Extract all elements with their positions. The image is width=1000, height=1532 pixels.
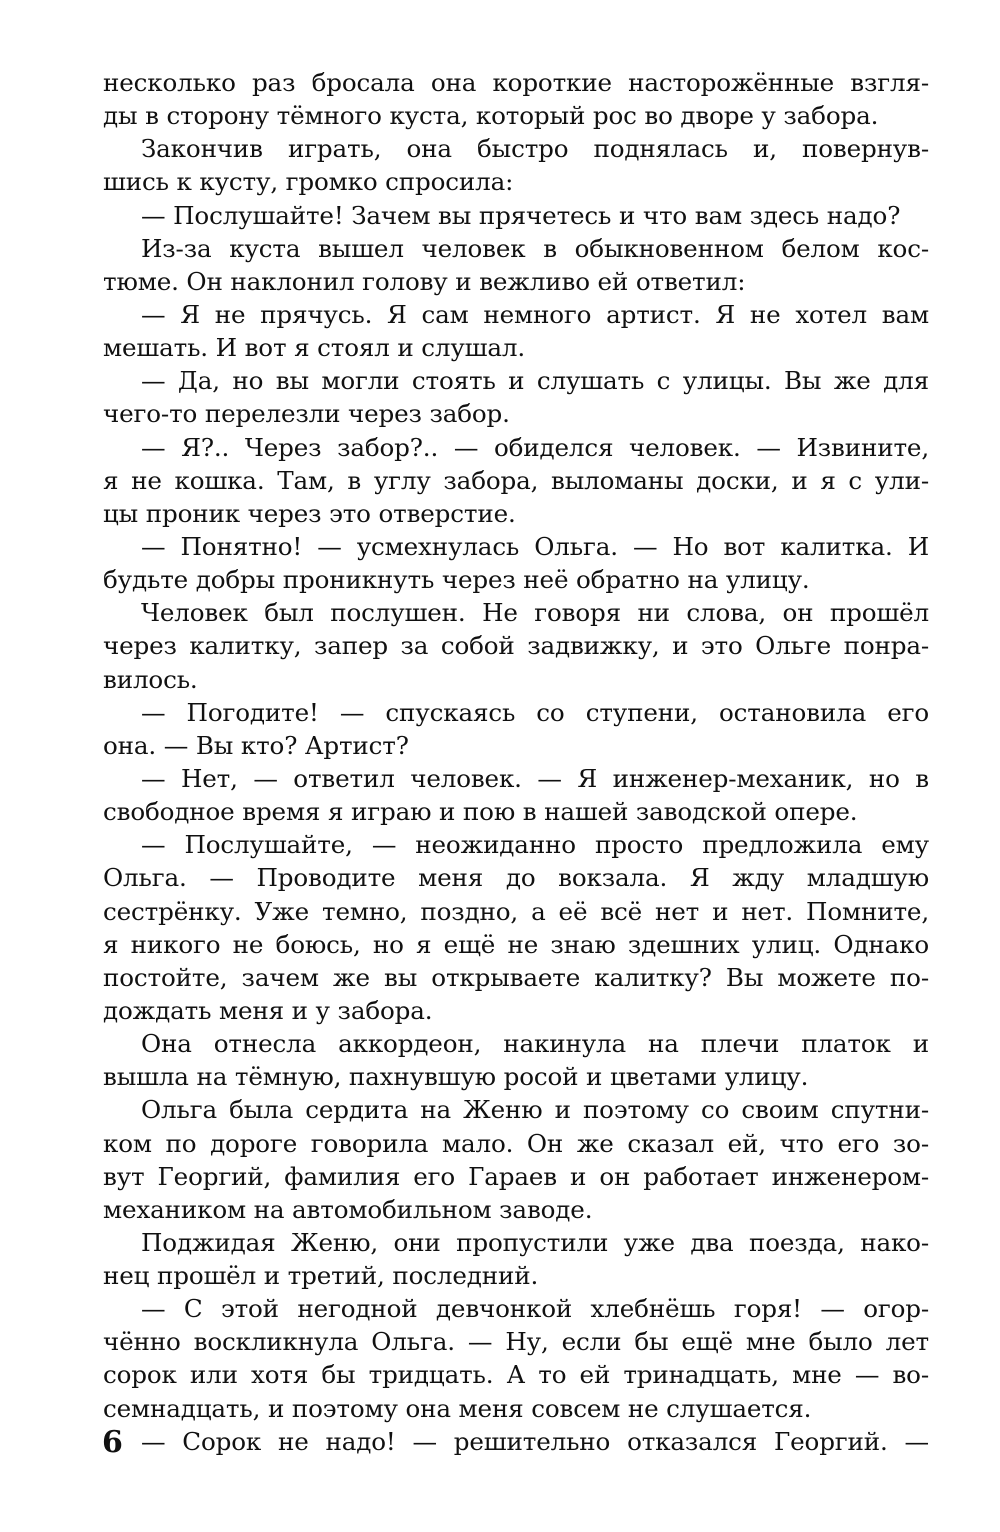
text-line: — Нет, — ответил человек. — Я инженер-механик, но в (141, 763, 929, 793)
text-line: дождать меня и у забора. (103, 995, 433, 1025)
text-line: нец прошёл и третий, последний. (103, 1261, 539, 1291)
text-line: — Я не прячусь. Я сам немного артист. Я не хотел вам (141, 299, 929, 329)
text-line: вут Георгий, фамилия его Гараев и он работает инженером- (103, 1161, 929, 1191)
text-line: ды в сторону тёмного куста, который рос во дворе у забора. (103, 101, 879, 131)
text-line: Закончив играть, она быстро поднялась и, повернув- (141, 134, 929, 164)
text-line: чённо воскликнула Ольга. — Ну, если бы ещё мне было лет (103, 1327, 929, 1357)
text-line: — Понятно! — усмехнулась Ольга. — Но вот калитка. И (141, 531, 929, 561)
text-line: через калитку, запер за собой задвижку, и это Ольге понра- (103, 631, 929, 661)
text-line: — Я?.. Через забор?.. — обиделся человек. — Извините, (141, 432, 929, 462)
text-line: вилось. (103, 664, 198, 694)
text-line: тюме. Он наклонил голову и вежливо ей ответил: (103, 266, 746, 296)
text-line: будьте добры проникнуть через неё обратно на улицу. (103, 565, 810, 595)
text-line: она. — Вы кто? Артист? (103, 730, 409, 760)
text-line: сорок или хотя бы тридцать. А то ей тринадцать, мне — во- (103, 1360, 929, 1390)
text-line: — Сорок не надо! — решительно отказался Георгий. — (141, 1426, 929, 1456)
text-line: — Да, но вы могли стоять и слушать с улицы. Вы же для (141, 366, 929, 396)
text-line: я никого не боюсь, но я ещё не знаю здешних улиц. Однако (103, 929, 929, 959)
text-line: свободное время я играю и пою в нашей заводской опере. (103, 797, 858, 827)
text-line: — Послушайте! Зачем вы прячетесь и что вам здесь надо? (141, 200, 901, 230)
text-line: Поджидая Женю, они пропустили уже два поезда, нако- (141, 1227, 929, 1257)
text-line: я не кошка. Там, в углу забора, выломаны доски, и я с ули- (103, 465, 929, 495)
text-line: — Погодите! — спускаясь со ступени, остановила его (141, 697, 929, 727)
page-number: 6 (102, 1425, 123, 1460)
text-line: чего-то перелезли через забор. (103, 399, 510, 429)
text-line: вышла на тёмную, пахнувшую росой и цветами улицу. (103, 1062, 809, 1092)
text-line: ком по дороге говорила мало. Он же сказал ей, что его зо- (103, 1128, 929, 1158)
text-line: цы проник через это отверстие. (103, 498, 516, 528)
text-line: Ольга была сердита на Женю и поэтому со своим спутни- (141, 1095, 929, 1125)
text-line: Из-за куста вышел человек в обыкновенном белом кос- (141, 233, 929, 263)
text-line: Она отнесла аккордеон, накинула на плечи платок и (141, 1029, 929, 1059)
text-line: сестрёнку. Уже темно, поздно, а её всё нет и нет. Помните, (103, 896, 929, 926)
text-line: мешать. И вот я стоял и слушал. (103, 333, 526, 363)
text-line: механиком на автомобильном заводе. (103, 1194, 593, 1224)
text-line: — Послушайте, — неожиданно просто предложила ему (141, 830, 929, 860)
text-line: Ольга. — Проводите меня до вокзала. Я жду младшую (103, 863, 929, 893)
text-line: — С этой негодной девчонкой хлебнёшь горя! — огор- (141, 1294, 929, 1324)
text-line: Человек был послушен. Не говоря ни слова, он прошёл (141, 598, 929, 628)
text-line: постойте, зачем же вы открываете калитку? Вы можете по- (103, 962, 929, 992)
text-line: несколько раз бросала она короткие насторожённые взгля- (103, 68, 929, 97)
page-text (103, 66, 929, 1458)
text-line: семнадцать, и поэтому она меня совсем не слушается. (103, 1393, 812, 1423)
text-line: шись к кусту, громко спросила: (103, 167, 514, 197)
